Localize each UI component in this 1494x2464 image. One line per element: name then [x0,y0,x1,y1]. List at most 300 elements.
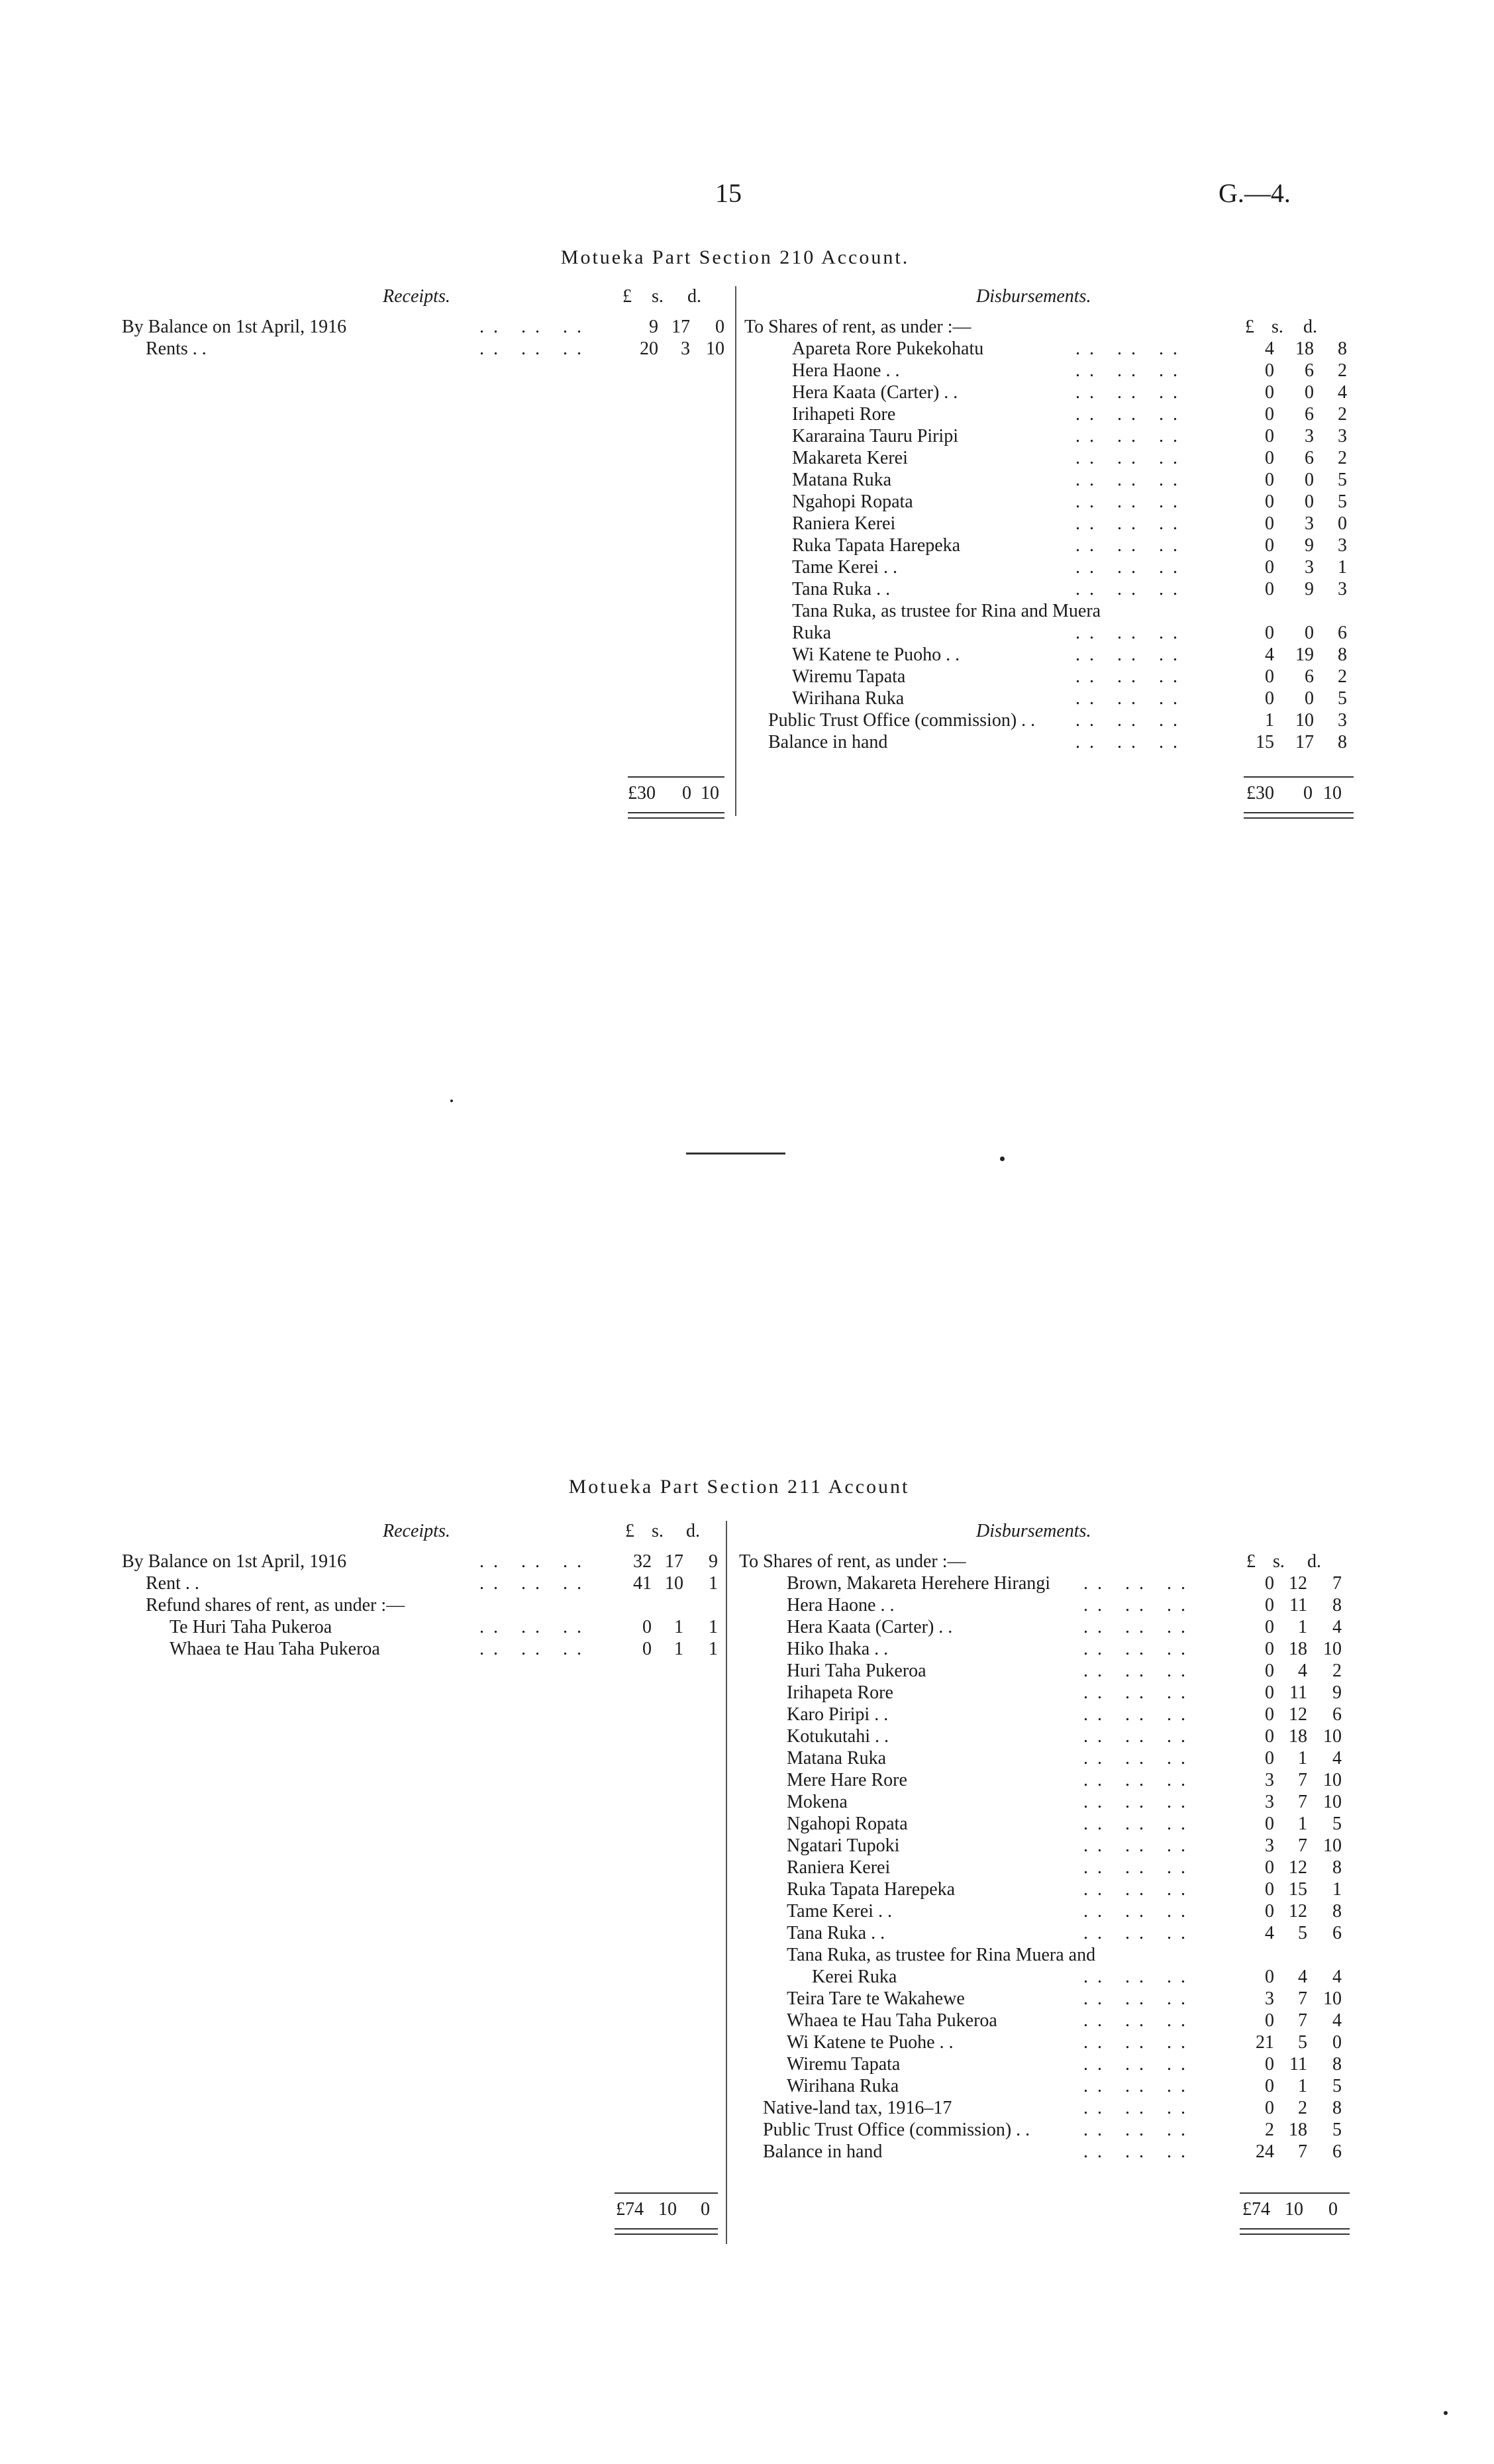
total-pounds: £74 [1242,2199,1270,2220]
ledger-row-label: Ruka Tapata Harepeka [787,1879,956,1900]
amount-pounds: 9 [649,317,658,337]
ledger-row-label: Teira Tare te Wakahewe [787,1988,965,2009]
leader-dots: .. .. .. [479,1551,591,1572]
leader-dots: .. .. .. [1075,535,1187,556]
ledger-row-label: Rents . . [146,338,207,359]
ledger-row-label: Ngahopi Ropata [787,1814,908,1834]
amount-pounds: 0 [1265,579,1274,599]
amount-pounds: 3 [1265,1770,1274,1790]
amount-pence: 2 [1338,404,1347,425]
amount-pence: 6 [1332,1923,1342,1943]
account-210-receipts-total [622,783,728,805]
amount-pence: 0 [1338,513,1347,534]
account-211-disbursements [739,1551,1351,2163]
amount-pounds: 0 [1265,1617,1274,1637]
scan-speck [450,1100,453,1102]
amount-pounds: 0 [1265,1857,1274,1878]
amount-shillings: 7 [1298,1770,1307,1790]
leader-dots: .. .. .. [1083,1879,1195,1900]
amount-pence: 1 [709,1639,718,1659]
leader-dots: .. .. .. [1083,1661,1195,1681]
ledger-row-label: Makareta Kerei [792,448,908,468]
amount-pence: 8 [1332,1901,1342,1922]
ledger-row [739,1835,1351,1857]
amount-pounds: 0 [1265,1901,1274,1922]
leader-dots: .. .. .. [1083,1682,1195,1703]
ledger-row-label: Public Trust Office (commission) . . [763,2120,1030,2140]
amount-shillings: 17 [672,317,690,337]
amount-pence: 7 [1332,1573,1342,1594]
ledger-row [744,535,1354,556]
leader-dots: .. .. .. [1075,470,1187,490]
total-pounds: £30 [1246,783,1274,803]
amount-shillings: 9 [1305,535,1314,556]
ledger-row-label: By Balance on 1st April, 1916 [122,317,347,337]
total-pence: 0 [701,2199,710,2220]
amount-pounds: 0 [1265,557,1274,578]
amount-pounds: 0 [1265,1879,1274,1900]
amount-shillings: 6 [1305,404,1314,425]
amount-pounds: 0 [1265,2010,1274,2031]
ledger-row-label: Mokena [787,1792,848,1812]
ledger-row [744,316,1354,338]
leader-dots: .. .. .. [1083,2120,1195,2140]
amount-pence: 10 [706,338,724,359]
amount-pounds: 24 [1256,2141,1274,2162]
amount-shillings: 11 [1289,2054,1307,2075]
total-shillings: 0 [1303,783,1313,803]
amount-pence: 10 [1323,1770,1342,1790]
amount-pounds: 4 [1265,1923,1274,1943]
amount-shillings: 1 [1298,1814,1307,1834]
leader-dots: .. .. .. [1083,2032,1195,2053]
total-shillings: 0 [682,783,691,803]
leader-dots: .. .. .. [479,1639,591,1659]
ledger-row-label: Ngatari Tupoki [787,1835,900,1856]
ledger-row [739,1572,1351,1594]
section-separator [686,1153,785,1155]
amount-pounds: 0 [1265,1814,1274,1834]
amount-pounds: 0 [642,1617,652,1637]
amount-pounds: 0 [1265,1967,1274,1987]
ledger-row [739,1922,1351,1944]
ledger-row [744,556,1354,578]
ledger-row [744,382,1354,403]
amount-shillings: 1 [1298,2076,1307,2096]
amount-pounds: 3 [1265,1988,1274,2009]
ledger-row [739,1747,1351,1769]
amount-pence: 8 [1338,338,1347,359]
ledger-row-label: Kotukutahi . . [787,1726,889,1747]
amount-shillings: 18 [1295,338,1314,359]
amount-pence: 2 [1332,1661,1342,1681]
ledger-row [122,338,724,360]
amount-pence: 9 [1332,1682,1342,1703]
account-211-disbursements-total-rule [1240,2192,1350,2194]
ledger-row-label: Hera Haone . . [787,1595,895,1616]
amount-pence: 10 [1323,1726,1342,1747]
ledger-row [739,1594,1351,1616]
leader-dots: .. .. .. [479,338,591,359]
amount-shillings: 19 [1295,644,1314,665]
amount-shillings: 0 [1305,491,1314,512]
amount-pence: 8 [1338,644,1347,665]
amount-shillings: 0 [1305,623,1314,643]
ledger-row [744,622,1354,644]
ledger-row [739,1900,1351,1922]
account-211-receipts-double-rule-2 [615,2233,718,2235]
amount-shillings: 0 [1305,382,1314,403]
leader-dots: .. .. .. [1083,1967,1195,1987]
ledger-row-label: Hera Kaata (Carter) . . [792,382,958,403]
account-210-receipts-total-rule [628,776,724,778]
amount-pounds: 0 [1265,382,1274,403]
ledger-row-label: Irihapeta Rore [787,1682,893,1703]
leader-dots: .. .. .. [1083,1617,1195,1637]
ledger-row [739,1704,1351,1725]
amount-pence: 0 [1332,2032,1342,2053]
amount-pounds: 0 [1265,360,1274,381]
amount-pence: 1 [709,1573,718,1594]
ledger-row-label: Refund shares of rent, as under :— [146,1595,405,1616]
amount-shillings: 12 [1289,1573,1307,1594]
account-211-title: Motueka Part Section 211 Account [568,1476,910,1498]
pounds-heading: £ [625,1521,634,1541]
amount-pounds: 0 [1265,448,1274,468]
amount-shillings: 17 [1295,732,1314,752]
shillings-heading: s. [652,286,664,307]
amount-pounds: 0 [1265,404,1274,425]
ledger-row-label: Tana Ruka . . [792,579,891,599]
amount-shillings: 18 [1289,1726,1307,1747]
amount-pence: 1 [1338,557,1347,578]
ledger-row [739,1857,1351,1878]
amount-pounds: 0 [1265,666,1274,687]
amount-pence: 0 [715,317,724,337]
account-211-column-divider [726,1521,727,2244]
scan-speck [1000,1156,1005,1161]
ledger-row-label: Whaea te Hau Taha Pukeroa [787,2010,997,2031]
account-210-title: Motueka Part Section 210 Account. [560,246,910,268]
amount-shillings: 10 [665,1573,683,1594]
leader-dots: .. .. .. [1083,1835,1195,1856]
amount-pounds: 20 [640,338,658,359]
amount-shillings: 9 [1305,579,1314,599]
ledger-row [744,469,1354,491]
ledger-row [122,1616,718,1638]
page-reference: G.—4. [1219,178,1291,208]
amount-shillings: 3 [681,338,690,359]
amount-pence: 8 [1332,2054,1342,2075]
ledger-row [744,491,1354,513]
amount-pence: 8 [1332,1595,1342,1616]
leader-dots: .. .. .. [479,317,591,337]
ledger-row-label: Irihapeti Rore [792,404,896,425]
account-211-receipts-double-rule [615,2228,718,2230]
amount-pounds: 0 [1265,491,1274,512]
amount-pence: 10 [1323,1835,1342,1856]
ledger-row-label: Balance in hand [763,2141,883,2162]
ledger-row-label: Wiremu Tapata [787,2054,901,2075]
ledger-row-label: By Balance on 1st April, 1916 [122,1551,347,1572]
ledger-row [739,1791,1351,1813]
amount-pence: 1 [709,1617,718,1637]
leader-dots: .. .. .. [479,1573,591,1594]
amount-pounds: 0 [1265,2054,1274,2075]
leader-dots: .. .. .. [1083,1573,1195,1594]
account-210-column-divider [735,286,736,816]
account-210-disbursements-double-rule-2 [1244,817,1354,819]
amount-pence: 5 [1332,2120,1342,2140]
amount-pounds: 0 [1265,470,1274,490]
ledger-row [739,1944,1351,1966]
leader-dots: .. .. .. [1083,1726,1195,1747]
amount-shillings: 3 [1305,557,1314,578]
ledger-row [744,447,1354,469]
amount-shillings: 4 [1298,1661,1307,1681]
account-211-receipts-lsd-heading [620,1521,726,1543]
ledger-row-label: Te Huri Taha Pukeroa [170,1617,332,1637]
account-210-disbursements [744,316,1354,753]
page-number: 15 [715,178,742,208]
ledger-row-label: Mere Hare Rore [787,1770,907,1790]
leader-dots: .. .. .. [1083,1988,1195,2009]
amount-pounds: 0 [1265,1661,1274,1681]
amount-pounds: 0 [1265,2076,1274,2096]
account-211-receipts-total [615,2199,721,2221]
amount-pence: 4 [1332,1748,1342,1769]
amount-pounds: 3 [1265,1792,1274,1812]
ledger-row-label: Wi Katene te Puoho . . [792,644,960,665]
shillings-heading: s. [652,1521,664,1541]
ledger-row-label: Public Trust Office (commission) . . [768,710,1036,731]
total-shillings: 10 [658,2199,677,2220]
pence-heading: d. [1307,1551,1321,1572]
leader-dots: .. .. .. [1075,557,1187,578]
ledger-row [739,2075,1351,2097]
ledger-row-label: Kararaina Tauru Piripi [792,426,958,446]
amount-shillings: 3 [1305,426,1314,446]
amount-shillings: 18 [1289,2120,1307,2140]
leader-dots: .. .. .. [1083,1857,1195,1878]
leader-dots: .. .. .. [1075,491,1187,512]
account-211-disbursements-heading: Disbursements. [976,1521,1091,1541]
amount-pounds: 2 [1265,2120,1274,2140]
amount-pounds: 0 [1265,1682,1274,1703]
ledger-row-label: Raniera Kerei [787,1857,891,1878]
ledger-row [739,1966,1351,1988]
amount-pence: 8 [1332,2098,1342,2118]
amount-pence: 6 [1332,2141,1342,2162]
amount-shillings: 5 [1298,1923,1307,1943]
amount-shillings: 17 [665,1551,683,1572]
amount-pence: 2 [1338,666,1347,687]
amount-shillings: 2 [1298,2098,1307,2118]
ledger-row-label: Ruka [792,623,832,643]
leader-dots: .. .. .. [1075,360,1187,381]
pounds-heading: £ [622,286,632,307]
amount-shillings: 6 [1305,666,1314,687]
ledger-row [744,578,1354,600]
ledger-row [744,688,1354,709]
amount-pounds: 0 [642,1639,652,1659]
leader-dots: .. .. .. [1083,1748,1195,1769]
ledger-row-label: Native-land tax, 1916–17 [763,2098,952,2118]
ledger-row [744,425,1354,447]
ledger-row-label: To Shares of rent, as under :— [739,1551,966,1572]
amount-pence: 10 [1323,1988,1342,2009]
amount-shillings: 18 [1289,1639,1307,1659]
scan-speck [1444,2411,1448,2415]
total-pence: 0 [1328,2199,1338,2220]
amount-pence: 8 [1338,732,1347,752]
amount-pence: 1 [1332,1879,1342,1900]
amount-shillings: 7 [1298,1988,1307,2009]
leader-dots: .. .. .. [1075,448,1187,468]
ledger-row [739,1813,1351,1835]
amount-pence: 5 [1332,1814,1342,1834]
amount-pence: 4 [1332,1967,1342,1987]
amount-pounds: 0 [1265,1704,1274,1725]
leader-dots: .. .. .. [1083,2141,1195,2162]
pence-heading: d. [687,286,701,307]
leader-dots: .. .. .. [1083,1704,1195,1725]
amount-shillings: 1 [674,1639,683,1659]
account-211-receipts-heading: Receipts. [383,1521,450,1541]
amount-pounds: 1 [1265,710,1274,731]
ledger-row [739,1769,1351,1791]
leader-dots: .. .. .. [1083,1923,1195,1943]
leader-dots: .. .. .. [1083,1639,1195,1659]
ledger-row [739,1638,1351,1660]
ledger-row-label: Raniera Kerei [792,513,896,534]
ledger-row [744,403,1354,425]
amount-pounds: 4 [1265,644,1274,665]
ledger-row-label: Wirihana Ruka [792,688,905,709]
total-pence: 10 [1323,783,1342,803]
ledger-row-label: Hera Haone . . [792,360,900,381]
ledger-row-label: Hera Kaata (Carter) . . [787,1617,953,1637]
ledger-row-label: Tana Ruka, as trustee for Rina and Muera [792,601,1101,621]
amount-shillings: 1 [674,1617,683,1637]
amount-shillings: 12 [1289,1704,1307,1725]
total-shillings: 10 [1285,2199,1303,2220]
pounds-heading: £ [1245,317,1254,337]
ledger-row [739,2141,1351,2163]
ledger-row [739,1725,1351,1747]
amount-pounds: 41 [633,1573,652,1594]
leader-dots: .. .. .. [479,1617,591,1637]
amount-pounds: 0 [1265,1595,1274,1616]
account-210-disbursements-double-rule [1244,812,1354,813]
account-211-disbursements-total [1242,2199,1348,2221]
amount-shillings: 15 [1289,1879,1307,1900]
ledger-row [122,1594,718,1616]
ledger-row-label: Matana Ruka [792,470,892,490]
ledger-row-label: Tana Ruka . . [787,1923,885,1943]
shillings-heading: s. [1271,317,1283,337]
ledger-row [122,1551,718,1572]
amount-pence: 2 [1338,360,1347,381]
amount-pence: 6 [1332,1704,1342,1725]
amount-shillings: 7 [1298,2010,1307,2031]
amount-pence: 5 [1338,688,1347,709]
amount-shillings: 6 [1305,360,1314,381]
account-210-receipts-lsd-heading [622,286,728,308]
amount-shillings: 11 [1289,1682,1307,1703]
leader-dots: .. .. .. [1075,513,1187,534]
ledger-row [744,666,1354,688]
amount-shillings: 11 [1289,1595,1307,1616]
account-210-receipts-heading: Receipts. [383,286,450,307]
leader-dots: .. .. .. [1083,1814,1195,1834]
amount-shillings: 12 [1289,1901,1307,1922]
amount-pence: 3 [1338,579,1347,599]
leader-dots: .. .. .. [1083,2076,1195,2096]
leader-dots: .. .. .. [1083,2054,1195,2075]
amount-pence: 6 [1338,623,1347,643]
amount-pence: 10 [1323,1792,1342,1812]
amount-shillings: 1 [1298,1748,1307,1769]
total-pounds: £30 [628,783,656,803]
amount-pounds: 0 [1265,1726,1274,1747]
amount-pence: 3 [1338,710,1347,731]
amount-shillings: 12 [1289,1857,1307,1878]
amount-pence: 4 [1338,382,1347,403]
amount-pounds: 0 [1265,1639,1274,1659]
amount-shillings: 7 [1298,1792,1307,1812]
amount-pence: 10 [1323,1639,1342,1659]
ledger-row [739,1551,1351,1572]
ledger-row [744,709,1354,731]
amount-pence: 3 [1338,426,1347,446]
ledger-row-label: Huri Taha Pukeroa [787,1661,926,1681]
amount-shillings: 0 [1305,470,1314,490]
total-pence: 10 [701,783,719,803]
leader-dots: .. .. .. [1083,1770,1195,1790]
account-211-disbursements-double-rule-2 [1240,2233,1350,2235]
amount-pounds: 0 [1265,535,1274,556]
ledger-row-label: Ruka Tapata Harepeka [792,535,961,556]
amount-shillings: 1 [1298,1617,1307,1637]
ledger-row [739,2097,1351,2119]
amount-pence: 8 [1332,1857,1342,1878]
ledger-row-label: Wirihana Ruka [787,2076,899,2096]
leader-dots: .. .. .. [1075,623,1187,643]
ledger-row-label: Tame Kerei . . [792,557,897,578]
amount-shillings: 5 [1298,2032,1307,2053]
account-210-disbursements-heading: Disbursements. [976,286,1091,307]
ledger-row [739,2119,1351,2141]
ledger-row [122,316,724,338]
amount-pounds: 21 [1256,2032,1274,2053]
account-210-disbursements-total-rule [1244,776,1354,778]
leader-dots: .. .. .. [1075,338,1187,359]
ledger-row [739,1660,1351,1682]
ledger-row-label: Balance in hand [768,732,888,752]
account-211-disbursements-double-rule [1240,2228,1350,2230]
amount-shillings: 7 [1298,2141,1307,2162]
account-210-receipts-double-rule [628,812,724,813]
leader-dots: .. .. .. [1075,644,1187,665]
leader-dots: .. .. .. [1075,666,1187,687]
ledger-row-label: Wi Katene te Puohe . . [787,2032,954,2053]
account-211-receipts [122,1551,718,1660]
ledger-row-label: Whaea te Hau Taha Pukeroa [170,1639,380,1659]
leader-dots: .. .. .. [1083,1595,1195,1616]
amount-shillings: 3 [1305,513,1314,534]
amount-pounds: 0 [1265,2098,1274,2118]
